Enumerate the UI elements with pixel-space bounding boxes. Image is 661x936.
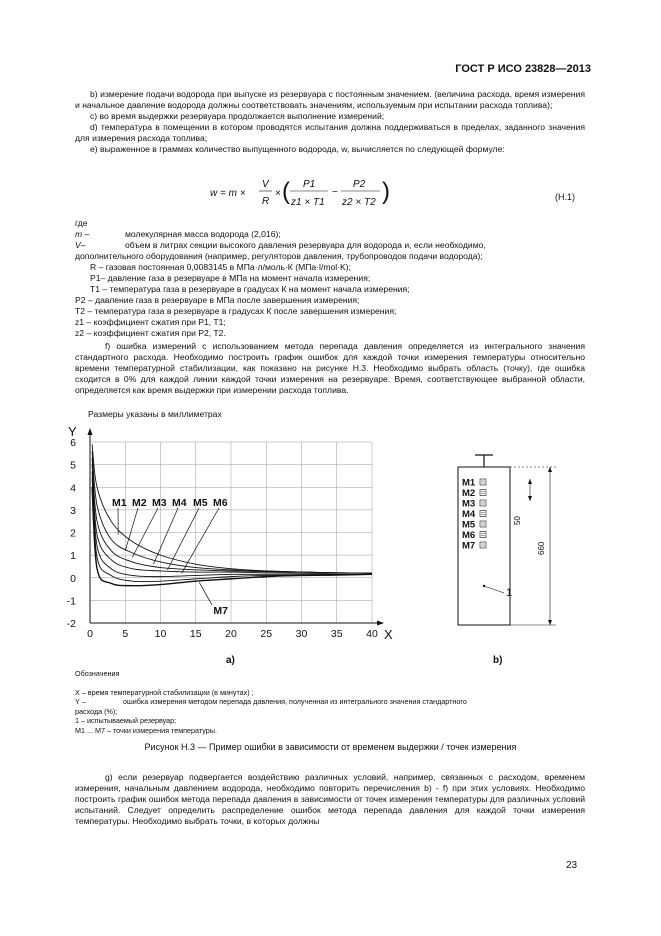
text-block-b-e xyxy=(75,89,585,155)
formula-minus: − xyxy=(332,187,338,198)
paragraph-c: c) во время выдержки резервуара продолжается выполнение измерений; xyxy=(90,111,385,121)
legend-item-1: 1 – испытываемый резервуар; xyxy=(75,716,177,725)
paragraph-f-block xyxy=(75,341,585,396)
x-tick-label: 30 xyxy=(295,628,308,640)
formula-r: R xyxy=(262,196,270,207)
y-tick-label: -2 xyxy=(66,618,76,630)
def-z1: z1 – коэффициент сжатия при P1, T1; xyxy=(75,317,226,327)
formula-number: (H.1) xyxy=(555,192,575,202)
legend-y-symbol: Y – xyxy=(75,697,86,706)
leader-line-m5 xyxy=(168,508,199,570)
tank-point-sensor-icon xyxy=(480,511,486,517)
legend-x: X – время температурной стабилизации (в минутах) ; xyxy=(75,687,254,697)
x-tick-label: 0 xyxy=(87,628,93,640)
dim-660-label: 660 xyxy=(537,541,546,555)
tank-point-label-m7: M7 xyxy=(462,540,476,552)
tank-diagram xyxy=(440,445,570,635)
chart-grid xyxy=(90,442,372,623)
y-axis-label: Y xyxy=(68,424,77,439)
y-tick-label: 5 xyxy=(70,459,76,472)
def-v-text: объем в литрах секции высокого давления резервуара для водорода и, если необходимо, xyxy=(125,240,486,250)
tank-point-sensor-icon xyxy=(480,521,486,527)
y-axis-arrow xyxy=(88,428,93,435)
y-tick-label: 2 xyxy=(70,527,76,540)
chart-axes xyxy=(88,428,385,626)
definitions-list xyxy=(75,218,585,339)
formula-v: V xyxy=(262,179,269,190)
paragraph-g-block xyxy=(75,772,585,827)
series-line-m3 xyxy=(92,458,372,573)
legend-y-text: ошибка измерения методом перепада давления, полученная из интегрального значения стандартного xyxy=(123,697,467,706)
formula-times: × xyxy=(275,188,281,199)
series-label-m2: M2 xyxy=(132,497,147,509)
page-number: 23 xyxy=(566,860,578,871)
tank-point-sensor-icon xyxy=(480,542,486,548)
formula-paren-left: ( xyxy=(282,178,290,205)
chart-series xyxy=(92,444,372,585)
tank-point-label-m1: M1 xyxy=(462,477,476,489)
def-where: где xyxy=(75,218,88,228)
legend-title: Обозначения xyxy=(75,669,120,678)
chart-series-labels xyxy=(112,497,228,617)
def-v xyxy=(75,240,585,251)
figure-caption: Рисунок H.3 — Пример ошибки в зависимости от временем выдержки / точек измерения xyxy=(144,742,517,752)
leader-line-m7 xyxy=(199,582,212,605)
formula-den1: z1 × T1 xyxy=(291,197,325,208)
paragraph-e: e) выраженное в граммах количество выпущенного водорода, w, вычисляется по следующей формуле: xyxy=(90,144,505,154)
y-tick-label: 1 xyxy=(70,550,76,563)
def-m-text: молекулярная масса водорода (2,016); xyxy=(125,229,281,239)
series-label-m7: M7 xyxy=(213,604,228,617)
y-tick-label: 4 xyxy=(70,482,76,495)
formula-p1: P1 xyxy=(303,179,316,190)
x-axis-arrow xyxy=(377,621,384,626)
x-tick-label: 35 xyxy=(330,628,343,640)
leader-line-m4 xyxy=(153,508,178,564)
x-tick-label: 25 xyxy=(260,628,273,640)
x-tick-label: 15 xyxy=(189,628,202,640)
def-z2: z2 – коэффициент сжатия при P2, T2. xyxy=(75,328,226,338)
legend-items-m: M1 ... M7 – точки измерения температуры. xyxy=(75,725,217,735)
tank-point-sensor-icon xyxy=(480,479,486,485)
x-axis-label: X xyxy=(384,627,393,642)
formula-paren-right: ) xyxy=(382,178,390,205)
tank-point-label-m3: M3 xyxy=(462,498,476,510)
paragraph-g: g) если резервуар подвергается воздействию различных условий, например, связанных с расходом, временем измерения, начальным давлением водорода, необходимо повторить перечисления b) - f) при этих условиях. Необходимо построить график ошибок метода перепада давления в зависимости от точек измерения температуры для различных условий испытаний. Следует определить распределение ошибок метода перепада давления для каждой точки измерения температуры. Необходимо выбрать точки, в которых должны xyxy=(75,772,585,826)
series-label-m1: M1 xyxy=(112,497,127,509)
series-label-m5: M5 xyxy=(193,497,208,509)
tank-point-label-m2: M2 xyxy=(462,488,476,499)
formula-den2: z2 × T2 xyxy=(342,197,376,208)
y-tick-label: 3 xyxy=(70,504,76,517)
dim-50-label: 50 xyxy=(513,516,522,525)
series-line-m4 xyxy=(92,465,372,574)
x-tick-label: 40 xyxy=(366,628,378,640)
def-p1: P1– давление газа в резервуаре в МПа на момент начала измерения; xyxy=(90,273,371,283)
x-tick-label: 20 xyxy=(225,628,237,640)
series-line-m6 xyxy=(92,478,372,581)
series-label-m6: M6 xyxy=(213,497,228,509)
def-m-symbol: m – xyxy=(75,229,90,239)
figure-legend xyxy=(75,669,585,735)
tank-point-sensor-icon xyxy=(480,500,486,506)
def-v-symbol: V– xyxy=(75,240,86,250)
subfigure-a-label: a) xyxy=(226,655,235,666)
y-tick-label: -1 xyxy=(66,595,76,608)
tank-point-label-m4: M4 xyxy=(462,509,476,520)
def-r: R – газовая постоянная 0,0083145 в МПа·л/моль·К (МПа·l/mol·K); xyxy=(90,262,352,272)
x-tick-label: 10 xyxy=(154,628,167,640)
series-label-m3: M3 xyxy=(152,497,167,509)
formula-lhs: w = m × xyxy=(210,188,246,199)
tank-point-sensor-icon xyxy=(480,532,486,538)
formula-p2: P2 xyxy=(353,179,366,190)
error-chart xyxy=(60,420,400,650)
paragraph-b: b) измерение подачи водорода при выпуске из резервуара с постоянным значением. (величина расхода, время измерения и начальное давление водорода должны соответствовать значениям, используемым при испытании расхода топлива); xyxy=(75,89,585,110)
def-v-cont: дополнительного оборудования (например, регуляторов давления, трубопроводов подачи водорода); xyxy=(75,251,483,261)
legend-y xyxy=(75,697,585,707)
subfigure-b-label: b) xyxy=(493,655,503,666)
paragraph-f: f) ошибка измерений с использованием метода перепада давления определяется из интегрального значения стандартного расхода. Необходимо построить график ошибок для каждой точки измерения температуры относительно времени температурной стабилизации, как показано на рисунке H.3. Необходимо выбрать область (точку), где ошибка сходится в 0% для каждой линии каждой точки измерения на резервуаре. Время, соответствующее выбранной области, определяется как время выдержки при измерении расхода топлива. xyxy=(75,341,585,395)
tank-measurement-points xyxy=(462,478,486,552)
leader-line-m6 xyxy=(182,508,219,573)
tank-point-sensor-icon xyxy=(480,490,486,496)
tank-label-1: 1 xyxy=(506,587,513,599)
def-m xyxy=(75,229,585,240)
paragraph-d: d) температура в помещении в котором проводятся испытания должна поддерживаться в пределах, заданного значения для измерения расхода топлива; xyxy=(75,122,585,143)
document-header: ГОСТ Р ИСО 23828—2013 xyxy=(455,63,591,75)
series-label-m4: M4 xyxy=(172,497,187,509)
legend-y-cont: расхода (%); xyxy=(75,706,118,716)
x-tick-label: 5 xyxy=(122,628,129,640)
sizes-note: Размеры указаны в миллиметрах xyxy=(88,409,222,419)
y-tick-label: 0 xyxy=(70,572,76,585)
def-t2: T2 – температура газа в резервуаре в градусах К после завершения измерения; xyxy=(75,306,397,316)
def-t1: T1 – температура газа в резервуаре в градусах К на момент начала измерения; xyxy=(90,284,410,294)
y-tick-label: 6 xyxy=(70,437,76,449)
tank-point-label-m6: M6 xyxy=(462,530,476,541)
formula-h1 xyxy=(210,174,410,214)
tank-point-label-m5: M5 xyxy=(462,519,476,531)
def-p2: P2 – давление газа в резервуаре в МПа после завершения измерения; xyxy=(75,295,360,305)
